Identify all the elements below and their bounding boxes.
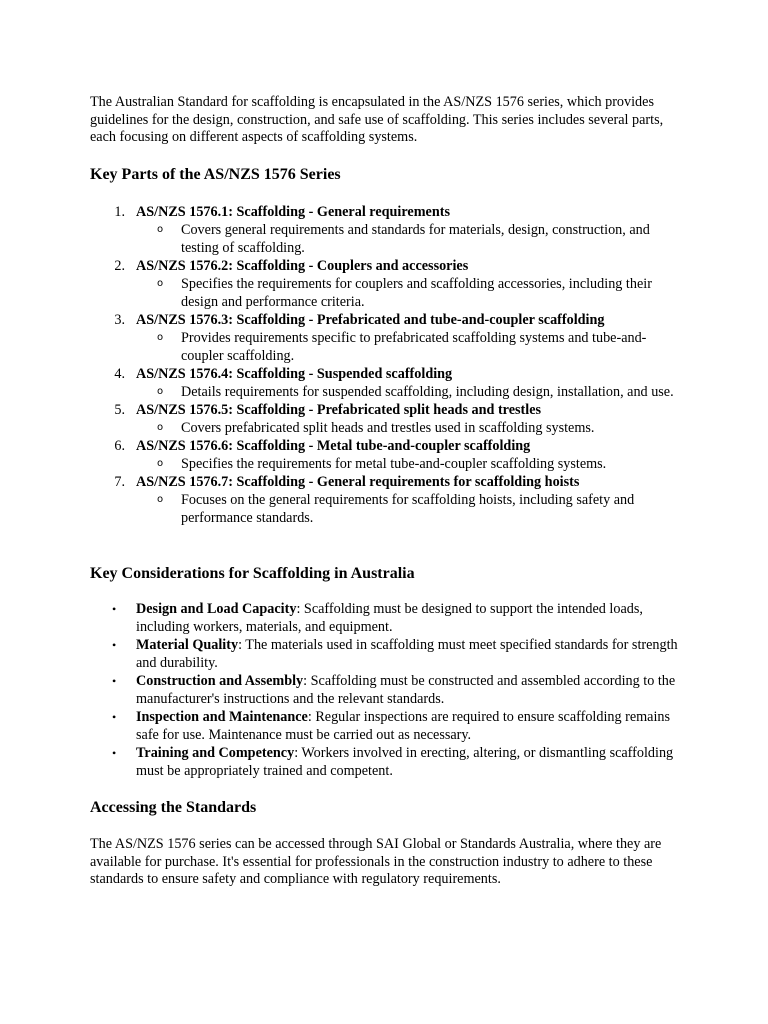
hollow-bullet-icon: o [157,224,164,235]
term-label: Inspection and Maintenance [136,709,308,725]
list-item-number: 2. [114,258,125,274]
description-text: Provides requirements specific to prefabricated scaffolding systems and tube-and-coupler scaffolding. [181,330,647,364]
list-item-title: AS/NZS 1576.5: Scaffolding - Prefabricated split heads and trestles [136,402,542,418]
intro-paragraph: The Australian Standard for scaffolding is encapsulated in the AS/NZS 1576 series, which provides guidelines for the design, construction, and safe use of scaffolding. This series includes several parts, each focusing on different aspects of scaffolding systems. [90,94,664,145]
hollow-bullet-icon: o [157,494,164,505]
bullet-icon: • [112,746,117,760]
list-item-title: AS/NZS 1576.6: Scaffolding - Metal tube-and-coupler scaffolding [136,438,531,454]
list-item-number: 3. [114,312,125,328]
list-item-number: 5. [114,402,125,418]
list-item-title: AS/NZS 1576.4: Scaffolding - Suspended scaffolding [136,366,453,382]
list-item-number: 7. [114,474,125,490]
term-label: Construction and Assembly [136,673,304,689]
list-item-number: 1. [114,204,125,220]
description-text: Details requirements for suspended scaffolding, including design, installation, and use. [181,384,674,400]
list-item-description [157,383,681,401]
term-label: Material Quality [136,637,239,653]
section-heading-accessing-standards: Accessing the Standards [90,799,257,816]
term-description: : Scaffolding must be constructed and assembled according to the manufacturer's instructions and the relevant standards. [136,673,676,707]
list-item [90,600,680,636]
list-item [90,257,690,311]
list-item-description [157,221,681,257]
list-item [90,437,690,473]
hollow-bullet-icon: o [157,332,164,343]
term-description: : Regular inspections are required to ensure scaffolding remains safe for use. Maintenance must be carried out as necessary. [136,709,671,743]
list-item [90,203,690,257]
list-item-title: AS/NZS 1576.7: Scaffolding - General requirements for scaffolding hoists [136,474,580,490]
list-item-description [157,275,681,311]
list-item-description [157,455,681,473]
bullet-icon: • [112,602,117,616]
key-considerations-list [90,600,680,780]
accessing-standards-paragraph: The AS/NZS 1576 series can be accessed through SAI Global or Standards Australia, where they are available for purchase. It's essential for professionals in the construction industry to adhere to these standards to ensure safety and compliance with regulatory requirements. [90,836,662,887]
list-item-number: 6. [114,438,125,454]
bullet-icon: • [112,638,117,652]
list-item [90,636,680,672]
description-text: Covers prefabricated split heads and trestles used in scaffolding systems. [181,420,595,436]
list-item [90,672,680,708]
list-item [90,365,690,401]
section-heading-key-parts: Key Parts of the AS/NZS 1576 Series [90,166,341,183]
term-description: : Workers involved in erecting, altering, or dismantling scaffolding must be appropriately trained and competent. [136,745,674,779]
description-text: Covers general requirements and standards for materials, design, construction, and testing of scaffolding. [181,222,650,256]
list-item [90,311,690,365]
list-item [90,708,680,744]
term-label: Training and Competency [136,745,295,761]
term-description: : Scaffolding must be designed to support the intended loads, including workers, materials, and equipment. [136,601,643,635]
hollow-bullet-icon: o [157,458,164,469]
list-item [90,401,690,437]
key-parts-list [90,203,690,527]
list-item-description [157,329,681,365]
list-item [90,744,680,780]
hollow-bullet-icon: o [157,422,164,433]
list-item [90,473,690,527]
term-description: : The materials used in scaffolding must meet specified standards for strength and durability. [136,637,678,671]
description-text: Specifies the requirements for couplers and scaffolding accessories, including their design and performance criteria. [181,276,652,310]
list-item-number: 4. [114,366,125,382]
bullet-icon: • [112,710,117,724]
description-text: Focuses on the general requirements for scaffolding hoists, including safety and performance standards. [181,492,635,526]
hollow-bullet-icon: o [157,278,164,289]
list-item-title: AS/NZS 1576.1: Scaffolding - General requirements [136,204,450,220]
list-item-description [157,491,681,527]
term-label: Design and Load Capacity [136,601,297,617]
list-item-title: AS/NZS 1576.2: Scaffolding - Couplers and accessories [136,258,469,274]
list-item-title: AS/NZS 1576.3: Scaffolding - Prefabricated and tube-and-coupler scaffolding [136,312,605,328]
bullet-icon: • [112,674,117,688]
section-heading-key-considerations: Key Considerations for Scaffolding in Australia [90,565,415,582]
description-text: Specifies the requirements for metal tube-and-coupler scaffolding systems. [181,456,607,472]
list-item-description [157,419,681,437]
hollow-bullet-icon: o [157,386,164,397]
